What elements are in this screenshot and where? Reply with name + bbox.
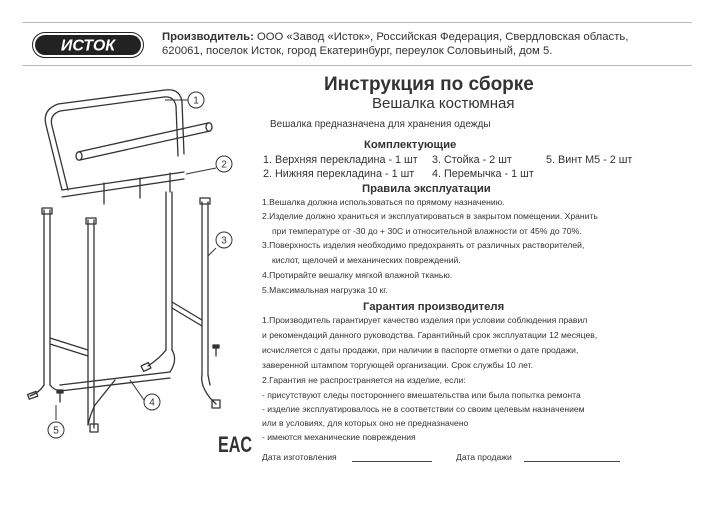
eac-mark-text: EAC xyxy=(218,432,253,457)
kit-item: 5. Винт М5 - 2 шт xyxy=(546,154,633,166)
rule-line: 2.Изделие должно храниться и эксплуатироваться в закрытом помещении. Хранить xyxy=(262,211,598,221)
rule-line: 4.Протирайте вешалку мягкой влажной тканью. xyxy=(262,270,453,280)
rules-heading: Правила эксплуатации xyxy=(362,183,491,195)
document-title: Инструкция по сборке xyxy=(324,74,534,95)
header-divider-bottom xyxy=(22,65,692,66)
purpose-text: Вешалка предназначена для хранения одежды xyxy=(270,119,491,130)
rule-line: 1.Вешалка должна использоваться по прямому назначению. xyxy=(262,197,505,207)
rule-line: 3.Поверхность изделия необходимо предохранять от различных растворителей, xyxy=(262,240,585,250)
warranty-line: исчисляется с даты продажи, при наличии в паспорте отметки о дате продажи, xyxy=(262,345,579,355)
warranty-heading: Гарантия производителя xyxy=(363,301,505,313)
manufacture-date-label: Дата изготовления xyxy=(262,452,337,462)
kit-item: 1. Верхняя перекладина - 1 шт xyxy=(263,154,418,166)
maker-line-2: 620061, поселок Исток, город Екатеринбург, переулок Соловьиный, дом 5. xyxy=(162,45,553,57)
rule-line: кислот, щелочей и механических повреждений. xyxy=(272,255,461,265)
callout-3-label: 3 xyxy=(221,235,227,247)
maker-line-1: ООО «Завод «Исток», Российская Федерация, Свердловская область, xyxy=(256,31,629,43)
warranty-line: - изделие эксплуатировалось не в соответствии со своим целевым назначением xyxy=(262,404,585,414)
kit-item: 2. Нижняя перекладина - 1 шт xyxy=(263,168,415,180)
callout-1-label: 1 xyxy=(193,95,199,107)
callout-5-label: 5 xyxy=(53,425,59,437)
warranty-line: заверенной штампом торгующей организации. Срок службы 10 лет. xyxy=(262,360,533,370)
brand-logo xyxy=(32,32,144,58)
warranty-line: - имеются механические повреждения xyxy=(262,432,416,442)
sale-date-line xyxy=(524,461,620,462)
warranty-line: 2.Гарантия не распространяется на изделие, если: xyxy=(262,375,466,385)
hanger-diagram xyxy=(20,80,245,450)
warranty-line: - присутствуют следы постороннего вмешательства или была попытка ремонта xyxy=(262,390,581,400)
kit-item: 4. Перемычка - 1 шт xyxy=(432,168,534,180)
manufacture-date-line xyxy=(352,461,432,462)
logo-text: ИСТОК xyxy=(60,37,116,55)
kit-heading: Комплектующие xyxy=(364,139,457,151)
rule-line: при температуре от -30 до + 30С и относительной влажности от 45% до 70%. xyxy=(272,226,582,236)
callout-2-label: 2 xyxy=(221,159,227,171)
manufacturer-info xyxy=(162,30,628,58)
document-subtitle: Вешалка костюмная xyxy=(372,95,515,112)
warranty-line: 1.Производитель гарантирует качество изделия при условии соблюдения правил xyxy=(262,315,588,325)
header-divider-top xyxy=(22,22,692,23)
warranty-line: и рекомендаций данного руководства. Гарантийный срок эксплуатации 12 месяцев, xyxy=(262,330,598,340)
maker-label: Производитель: xyxy=(162,31,254,43)
callout-4-label: 4 xyxy=(149,397,155,409)
warranty-line: или в условиях, для которых оно не предназначено xyxy=(262,418,469,428)
sale-date-label: Дата продажи xyxy=(456,452,512,462)
rule-line: 5.Максимальная нагрузка 10 кг. xyxy=(262,285,388,295)
kit-item: 3. Стойка - 2 шт xyxy=(432,154,512,166)
